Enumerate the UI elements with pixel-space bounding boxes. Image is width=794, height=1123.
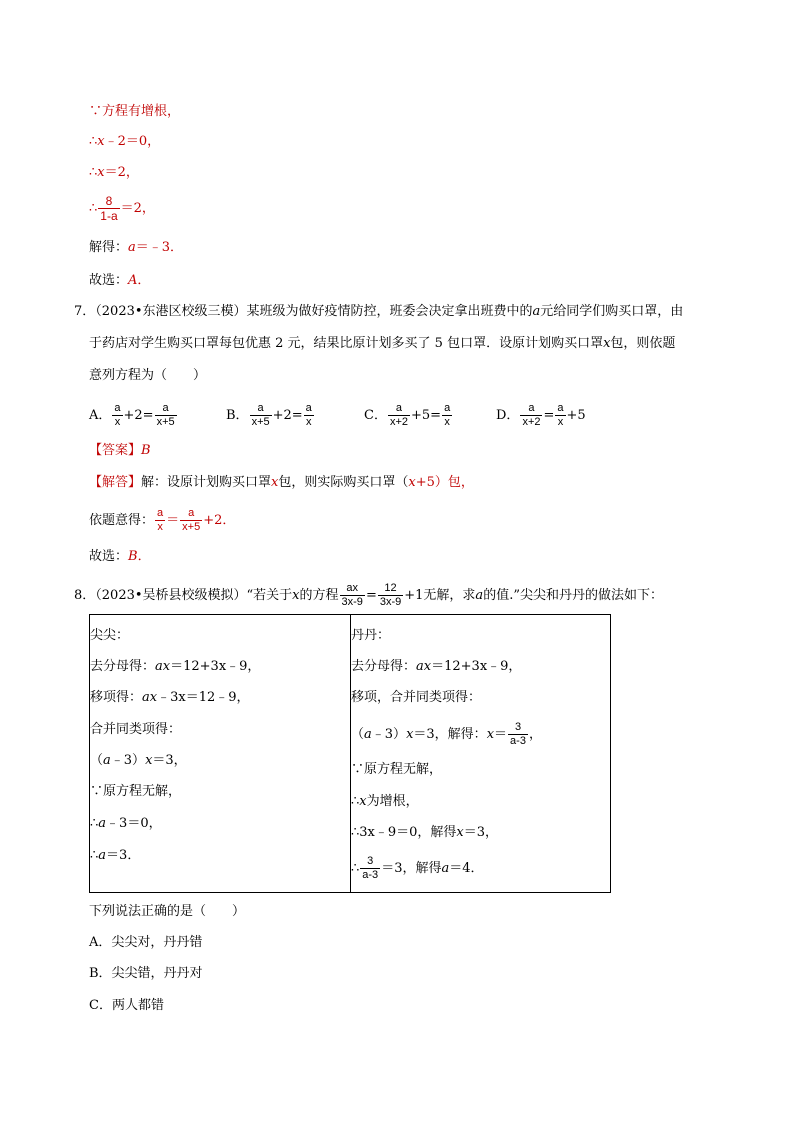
- fraction: $\frac{a}{x}$: [444, 402, 451, 428]
- jj-line-4: 合并同类项得：: [90, 722, 182, 737]
- jj-line-8: ∴a＝3．: [90, 848, 141, 863]
- fraction: $\frac{a}{x}$: [157, 507, 164, 533]
- fraction: $\frac{8}{1-a}$: [100, 194, 118, 223]
- prev-solution-line-5: 解得：a＝﹣3．: [89, 240, 184, 255]
- jj-line-1: 尖尖：: [90, 628, 130, 643]
- q7-answer: 【答案】B: [89, 443, 151, 458]
- jj-line-5: （a﹣3）x＝3，: [90, 753, 187, 768]
- dd-line-6: ∴x为增根，: [351, 794, 419, 809]
- dd-line-1: 丹丹：: [351, 628, 391, 643]
- fraction: $\frac{a}{x+2}$: [522, 402, 541, 428]
- fraction: $\frac{a}{x}$: [114, 402, 121, 428]
- fraction: $\frac{3}{a-3}$: [362, 855, 379, 881]
- q8-option-c: C．两人都错: [89, 998, 164, 1013]
- dd-line-5: ∵原方程无解，: [351, 762, 443, 777]
- q8-stem: 8．（2023•吴桥县校级模拟）“若关于x的方程 $\frac{ax}{3x-9}$ = $\frac{12}{3x-9}$ +1无解，求a的值.”尖尖和丹丹的做法如下：: [74, 582, 663, 608]
- q7-stem-line-1: 7．（2023•东港区校级三模）某班级为做好疫情防控，班委会决定拿出班费中的a元给同学们购买口罩，由: [74, 304, 684, 319]
- q7-stem-line-3: 意列方程为（ ）: [89, 368, 207, 383]
- q8-option-b: B．尖尖错，丹丹对: [89, 966, 203, 981]
- dd-line-3: 移项，合并同类项得：: [351, 690, 482, 705]
- q7-solution-line-3: 故选：B．: [89, 549, 151, 564]
- comparison-table: [89, 614, 611, 893]
- q7-option-b: B． $\frac{a}{x+5}$ +2= $\frac{a}{x}$: [226, 402, 312, 428]
- prev-solution-line-2: ∴x﹣2＝0，: [89, 134, 161, 149]
- q7-solution-line-2: 依题意得： $\frac{a}{x}$ ＝ $\frac{a}{x+5}$ +2．: [89, 507, 236, 533]
- q8-question: 下列说法正确的是（ ）: [89, 904, 246, 919]
- dd-line-7: ∴3x﹣9＝0，解得x＝3，: [351, 825, 499, 840]
- q7-option-d: D． $\frac{a}{x+2}$ = $\frac{a}{x}$ +5: [496, 402, 586, 428]
- jj-line-2: 去分母得：ax＝12+3x﹣9，: [90, 659, 261, 674]
- prev-solution-line-3: ∴x＝2，: [89, 165, 139, 180]
- q8-option-a: A．尖尖对，丹丹错: [89, 935, 203, 950]
- table-divider: [350, 615, 351, 892]
- prev-solution-line-4: ∴ $\frac{8}{1-a}$ ＝2，: [89, 194, 155, 223]
- fraction: $\frac{a}{x}$: [557, 402, 564, 428]
- q7-solution-line-1: 【解答】解：设原计划购买口罩x包，则实际购买口罩（x+5）包，: [89, 475, 474, 490]
- prev-solution-line-6: 故选：A．: [89, 273, 151, 288]
- q7-option-c: C． $\frac{a}{x+2}$ +5= $\frac{a}{x}$: [364, 402, 451, 428]
- prev-solution-line-1: ∵方程有增根，: [89, 104, 181, 119]
- fraction: $\frac{a}{x+2}$: [389, 402, 408, 428]
- fraction: $\frac{ax}{3x-9}$: [341, 582, 363, 608]
- fraction: $\frac{a}{x+5}$: [251, 402, 270, 428]
- fraction: $\frac{a}{x+5}$: [156, 402, 175, 428]
- q7-option-a: A． $\frac{a}{x}$ +2= $\frac{a}{x+5}$: [89, 402, 175, 428]
- dd-line-4: （a﹣3）x＝3，解得：x＝ $\frac{3}{a-3}$ ，: [351, 721, 542, 747]
- q7-stem-line-2: 于药店对学生购买口罩每包优惠 2 元，结果比原计划多买了 5 包口罩．设原计划购买口罩x包，则依题: [89, 336, 676, 351]
- jj-line-6: ∵原方程无解，: [90, 784, 182, 799]
- fraction: $\frac{12}{3x-9}$: [379, 582, 402, 608]
- jj-line-3: 移项得：ax﹣3x＝12﹣9，: [90, 690, 250, 705]
- fraction: $\frac{3}{a-3}$: [510, 721, 526, 747]
- fraction: $\frac{a}{x}$: [305, 402, 312, 428]
- fraction: $\frac{a}{x+5}$: [182, 507, 201, 533]
- dd-line-2: 去分母得：ax＝12+3x﹣9，: [351, 659, 522, 674]
- dd-line-8: ∴ $\frac{3}{a-3}$ ＝3，解得a＝4．: [351, 855, 484, 881]
- jj-line-7: ∴a﹣3＝0，: [90, 816, 162, 831]
